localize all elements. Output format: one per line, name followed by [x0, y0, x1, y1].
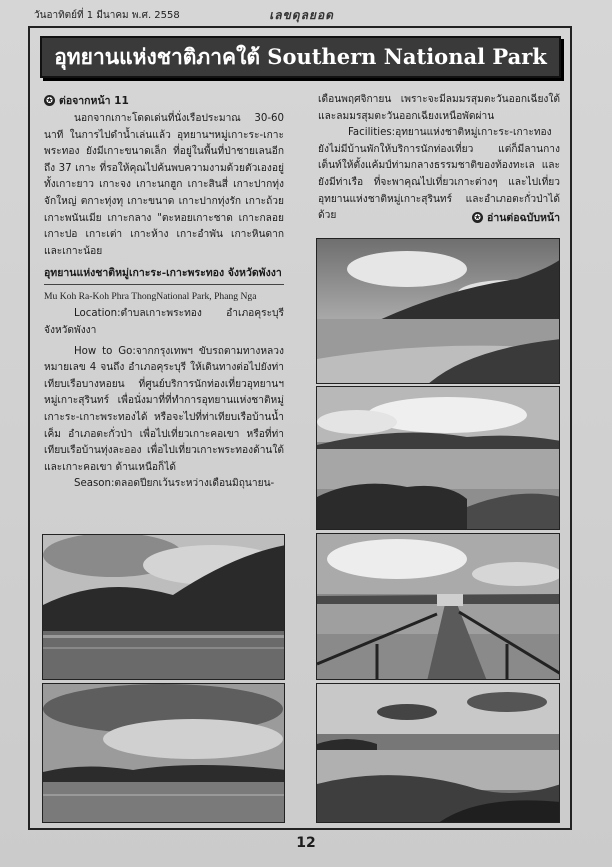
star-bullet-icon: ✪	[472, 212, 483, 223]
photo-forested-island	[42, 534, 285, 680]
continued-label: ต่อจากหน้า 11	[59, 95, 129, 107]
intro-paragraph: นอกจากเกาะโดดเด่นที่นั่งเรือประมาณ 30-60 นาที ในการไปดำน้ำเล่นแล้ว อุทยานฯหมู่เกาะระ-เกาะพระทอง ยังมีเกาะขนาดเล็ก ที่อยู่ในพื้นที่ป่าชายเลนอีกถึง 37 เกาะ ที่รอให้คุณไปค้นพบความงามด้วยตัวเองอยู่ ทั้งเกาะยาว เกาะจง เกาะนกฮูก เกาะสินสี่ เกาะปากทุ่งจักใหญ่ ตกาะทุ่งทุ เกาะขนาด เกาะปากทุ่งรัก เกาะถ้วย เกาะพนันเมีย เกาะกลาง "ตะหอยเกาะชาด เกาะกลอย เกาะปอ เกาะเต่า เกาะห้าง เกาะอำพัน เกาะหินดาก และเกาะน้อย	[44, 113, 284, 257]
next-label: อ่านต่อฉบับหน้า	[487, 211, 560, 224]
article-title: อุทยานแห่งชาติภาคใต้ Southern National Park	[40, 36, 561, 78]
photo-sunset-rocks	[316, 683, 560, 823]
header-brand: เลขดุลยอด	[268, 8, 337, 22]
photo-rocky-shore	[316, 386, 560, 530]
facilities-paragraph: Facilities:อุทยานแห่งชาติหมู่เกาะระ-เกาะทอง ยังไม่มีบ้านพักให้บริการนักท่องเที่ยว แต่ก็มีลานกางเต็นท์ให้ตั้งแค้มป์ท่ามกลางธรรมชาติของท้องทะเล และยังมีท่าเรือ ที่จะพาคุณไปเที่ยวเกาะต่างๆ และไปเที่ยวอุทยานแห่งชาติหมู่เกาะสุรินทร์ และอำเภอตะกั่วป่าได้ด้วย	[318, 127, 560, 222]
location-paragraph: Location:ตำบลเกาะพระทอง อำเภอคุระบุรี จังหวัดพังงา	[44, 308, 284, 336]
season-continued: เดือนพฤศจิกายน เพราะจะมีลมมรสุมตะวันออกเฉียงใต้ และลมมรสุมตะวันออกเฉียงเหนือพัดผ่าน	[318, 94, 560, 122]
photo-calm-sea	[42, 683, 285, 823]
header-date: วันอาทิตย์ที่ 1 มีนาคม พ.ศ. 2558	[34, 10, 180, 21]
star-bullet-icon: ✪	[44, 95, 55, 106]
right-column	[318, 92, 560, 226]
page-number: 12	[296, 835, 316, 851]
photo-wooden-pier	[316, 533, 560, 680]
park-name-english: Mu Koh Ra-Koh Phra ThongNational Park, Phang Nga	[44, 291, 257, 303]
park-name-thai: อุทยานแห่งชาติหมู่เกาะระ-เกาะพระทอง จังหวัดพังงา	[44, 264, 284, 285]
left-column	[44, 92, 284, 493]
season-paragraph: Season:ตลอดปียกเว้นระหว่างเดือนมิถุนายน-	[74, 478, 275, 490]
continued-next	[318, 209, 560, 226]
photo-island-beach	[316, 238, 560, 384]
continued-from	[44, 92, 284, 109]
how-to-go-paragraph: How to Go:จากกรุงเทพฯ ขับรถตามทางหลวงหมายเลข 4 จนถึง อำเภอคุระบุรี ให้เดินทางต่อไปยังท่าเทียบเรือบางหอยน ที่ศูนย์บริการนักท่องเที่ยวอุทยานฯ หมู่เกาะสุรินทร์ เพื่อนั่งมาที่ที่ทำการอุทยานแห่งชาติหมู่เกาะระ-เกาะพระทองได้ หรือจะไปที่ท่าเทียบเรือบ้านน้ำเค็ม อำเภอตะกั่วป่า เพื่อไปเที่ยวเกาะคอเขา หรือที่ท่าเทียบเรือบ้านทุ่งละออง เพื่อไปเที่ยวเกาะพระทองด้านใต้ และเกาะคอเขา ด้านเหนือก็ได้	[44, 345, 284, 473]
